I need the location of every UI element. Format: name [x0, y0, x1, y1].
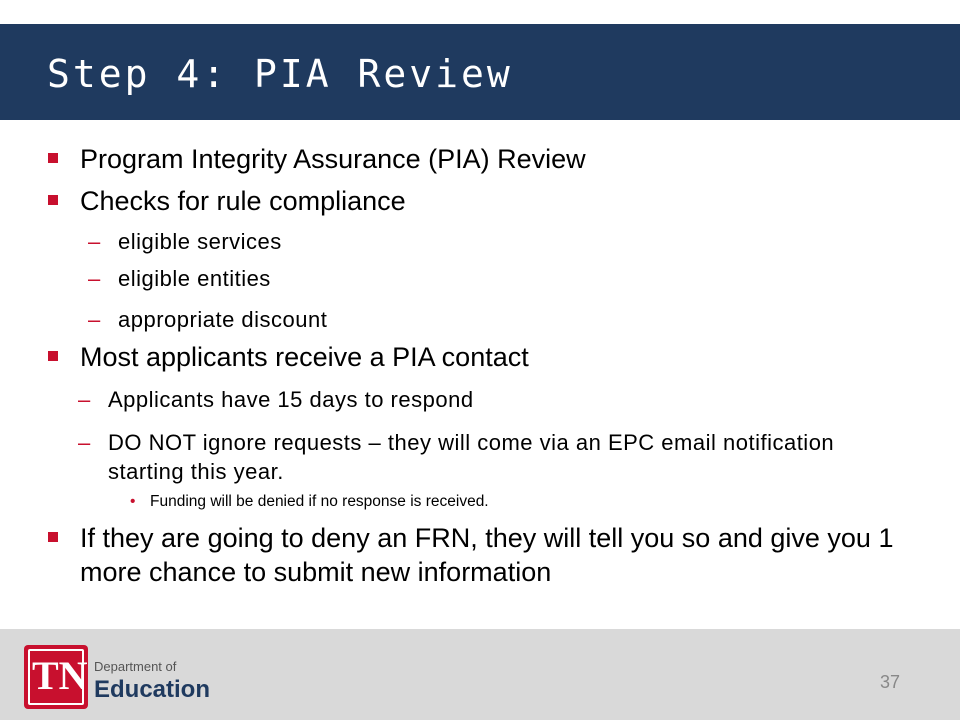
page-number: 37 [880, 672, 901, 692]
sub-sub-bullet-text: Funding will be denied if no response is received. [150, 493, 489, 510]
square-bullet-icon [48, 532, 58, 542]
square-bullet-icon [48, 351, 58, 361]
logo-department-text: Department of [94, 659, 177, 674]
sub-bullet-text: DO NOT ignore requests – they will come via an EPC email notification starting this year. [108, 430, 835, 484]
tn-education-logo [24, 645, 211, 709]
bullet-4-text: If they are going to deny an FRN, they will tell you so and give you 1 more chance to submit new information [80, 523, 894, 587]
sub-bullet-text: Applicants have 15 days to respond [108, 387, 474, 412]
sub-bullet [88, 305, 898, 334]
square-bullet-icon [48, 195, 58, 205]
bullet-3-text: Most applicants receive a PIA contact [80, 342, 529, 372]
bullet-2-text: Checks for rule compliance [80, 186, 406, 216]
bullet-1 [80, 142, 900, 176]
sub-bullet [78, 385, 888, 414]
sub-bullet [88, 264, 898, 293]
sub-bullet-text: eligible services [118, 229, 282, 254]
sub-bullet-text: appropriate discount [118, 307, 328, 332]
bullet-1-text: Program Integrity Assurance (PIA) Review [80, 144, 586, 174]
sub-bullet-text: eligible entities [118, 266, 271, 291]
logo-education-text: Education [94, 676, 211, 703]
slide-title: Step 4: PIA Review [47, 52, 513, 96]
sub-bullet [78, 428, 888, 486]
square-bullet-icon [48, 153, 58, 163]
dash-bullet-icon: – [88, 307, 101, 332]
dot-bullet-icon: • [130, 493, 136, 510]
dash-bullet-icon: – [88, 266, 101, 291]
sub-bullet [88, 227, 898, 256]
bullet-2 [80, 184, 900, 218]
bullet-3 [80, 340, 900, 374]
dash-bullet-icon: – [78, 387, 91, 412]
bullet-4 [80, 521, 900, 589]
sub-sub-bullet [130, 492, 850, 512]
dash-bullet-icon: – [78, 430, 91, 455]
tn-logo-text: TN [32, 653, 88, 698]
tn-logo-icon [24, 645, 88, 709]
dash-bullet-icon: – [88, 229, 101, 254]
